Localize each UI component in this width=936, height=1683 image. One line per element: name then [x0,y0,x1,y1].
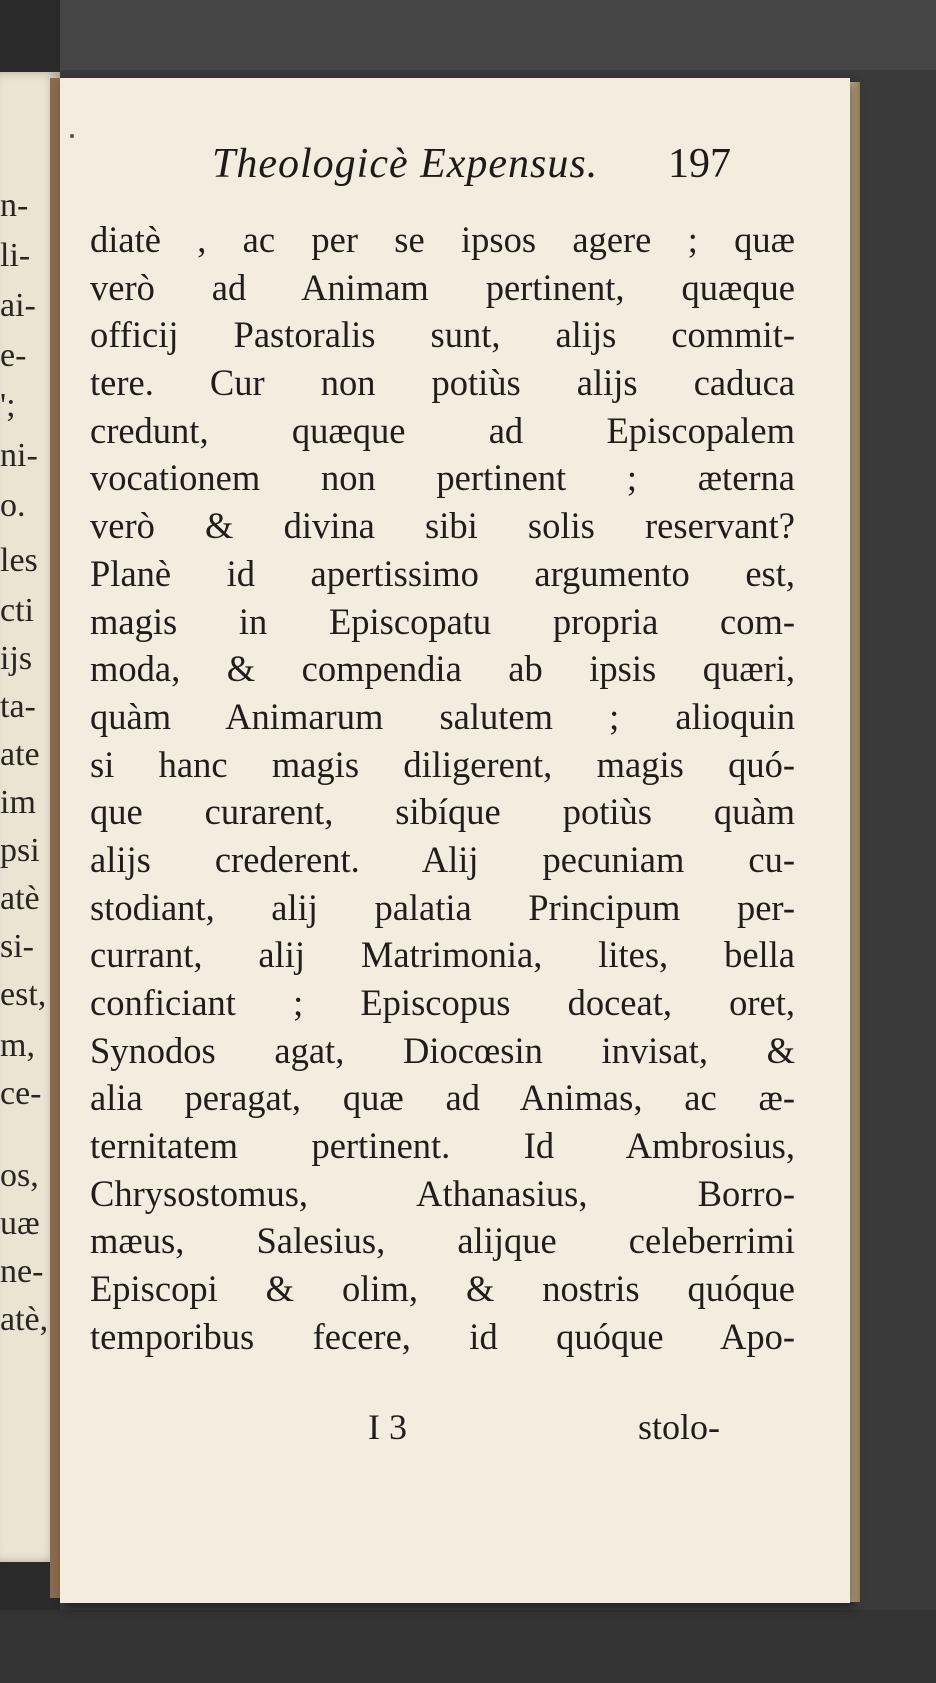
ink-speck [70,134,74,138]
left-page-fragment: os, [0,1157,39,1194]
body-text [90,216,795,1361]
text-line: diatè , ac per se ipsos agere ; quæ [90,219,795,260]
left-page-fragment: atè, [0,1301,49,1338]
text-line: Chrysostomus, Athanasius, Borro- [90,1172,795,1214]
left-page-fragment: cti [0,592,34,629]
text-line: magis in Episcopatu propria com- [90,600,795,642]
scan-background-bottom [0,1610,936,1683]
text-line: Episcopi & olim, & nostris quóque [90,1268,795,1310]
text-line: alijs crederent. Alij pecuniam cu- [90,838,795,880]
left-page-fragment: ai- [0,287,36,324]
page-number: 197 [668,141,731,187]
text-line: si hanc magis diligerent, magis quó- [90,743,795,785]
left-page-fragment: im [0,784,36,821]
left-page-fragment: '; [0,387,16,424]
page-footer [60,1406,850,1456]
left-page-fragment: e- [0,337,27,374]
running-head [60,140,850,200]
left-page-fragment: ijs [0,640,33,677]
text-line: currant, alij Matrimonia, lites, bella [90,934,795,976]
text-line: alia peragat, quæ ad Animas, ac æ- [90,1077,795,1119]
text-line: ternitatem pertinent. Id Ambrosius, [90,1125,795,1167]
left-page-fragment: li- [0,237,31,274]
text-line: verò & divina sibi solis reservant? [90,505,795,547]
text-line: credunt, quæque ad Episcopalem [90,409,795,451]
left-page-fragment: ne- [0,1253,44,1290]
text-line: tere. Cur non potiùs alijs caduca [90,362,795,404]
text-line: mæus, Salesius, alijque celeberrimi [90,1220,795,1262]
left-page-fragment: o. [0,487,26,524]
catchword: stolo- [638,1407,721,1447]
left-page-fragment: ce- [0,1075,42,1112]
left-page-fragment: ate [0,736,40,773]
left-page-fragment: les [0,542,38,579]
text-line: que curarent, sibíque potiùs quàm [90,791,795,833]
text-line: Synodos agat, Diocœsin invisat, & [90,1029,795,1071]
left-page-fragment: uæ [0,1205,40,1242]
left-page-fragment: psi [0,832,40,869]
signature-mark: I 3 [368,1407,407,1447]
text-line: temporibus fecere, id quóque Apo- [90,1315,795,1357]
text-line: officij Pastoralis sunt, alijs commit- [90,314,795,356]
running-title: Theologicè Expensus. [212,141,599,187]
text-line: stodiant, alij palatia Principum per- [90,886,795,928]
text-line: Planè id apertissimo argumento est, [90,552,795,594]
book-page [60,78,850,1603]
left-page-fragment: atè [0,880,40,917]
left-page-fragment: ni- [0,437,38,474]
left-page-fragment: est, [0,976,47,1013]
text-line: moda, & compendia ab ipsis quæri, [90,648,795,690]
scan-background-top [0,0,936,70]
left-page-fragment: n- [0,187,29,224]
left-page-fragment: m, [0,1027,35,1064]
left-page-fragment: si- [0,928,34,965]
text-line: verò ad Animam pertinent, quæque [90,266,795,308]
left-page-fragment: ta- [0,688,36,725]
text-line: conficiant ; Episcopus doceat, oret, [90,982,795,1023]
text-line: vocationem non pertinent ; æterna [90,457,795,499]
text-line: quàm Animarum salutem ; alioquin [90,695,795,737]
